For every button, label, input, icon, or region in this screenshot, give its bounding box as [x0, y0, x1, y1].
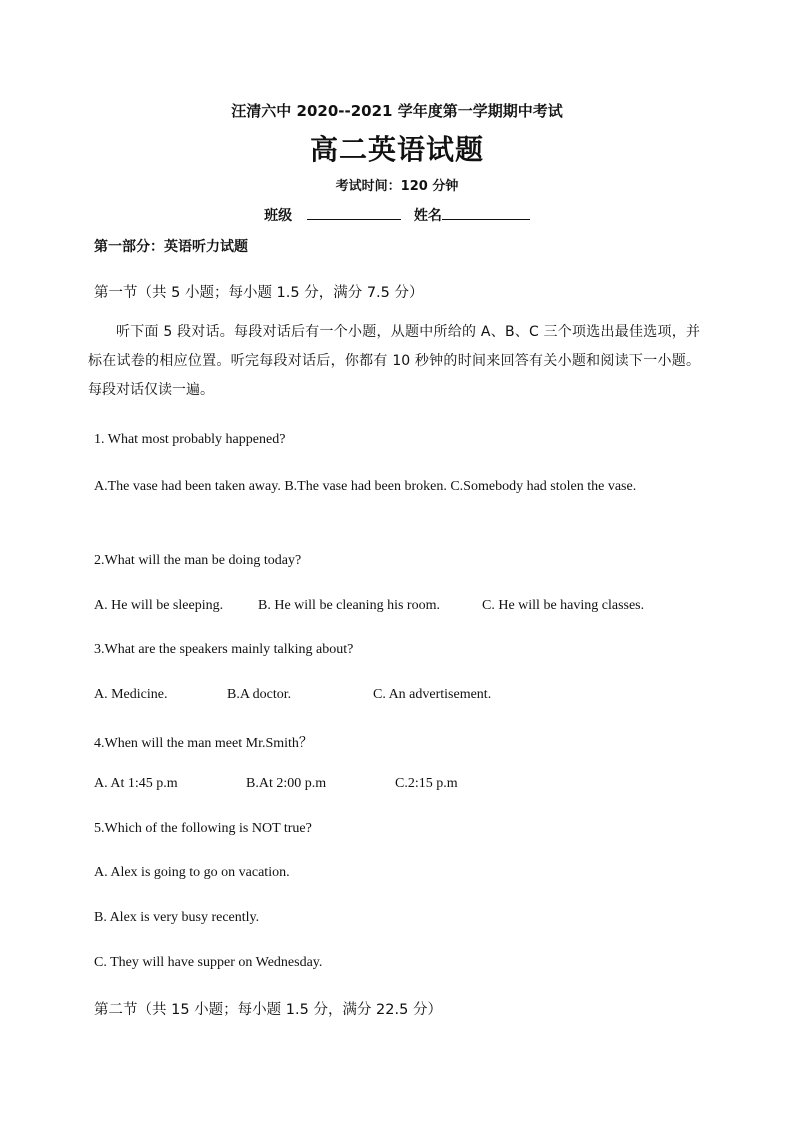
option-c: C. An advertisement. — [373, 687, 492, 702]
page-title: 高二英语试题 — [309, 133, 484, 166]
section-heading: 第二节（共 15 小题；每小题 1.5 分，满分 22.5 分） — [94, 1002, 442, 1018]
question-stem: 1. What most probably happened? — [94, 432, 286, 447]
option-b: B.At 2:00 p.m — [246, 776, 327, 791]
part-title: 第一部分：英语听力试题 — [94, 239, 248, 255]
class-name-line — [0, 205, 794, 225]
name-blank[interactable] — [442, 205, 530, 220]
section-heading: 第一节（共 5 小题；每小题 1.5 分，满分 7.5 分） — [94, 285, 424, 301]
option-b: B.A doctor. — [227, 687, 292, 702]
option-b: B. Alex is very busy recently. — [94, 910, 260, 925]
option-a: A. At 1:45 p.m — [94, 776, 178, 791]
exam-time: 考试时间：120 分钟 — [335, 179, 459, 194]
option-c: C.2:15 p.m — [395, 776, 458, 791]
option-a: A. Medicine. — [94, 687, 168, 702]
option-c: C. They will have supper on Wednesday. — [94, 955, 323, 970]
question-stem: 5.Which of the following is NOT true? — [94, 821, 312, 836]
class-label: 班级 — [264, 208, 293, 224]
option-c: C. He will be having classes. — [482, 598, 645, 613]
question-options: A.The vase had been taken away. B.The vase had been broken. C.Somebody had stolen the vase. — [94, 479, 637, 494]
question-stem: 4.When will the man meet Mr.Smith？ — [94, 736, 313, 751]
instructions: 听下面 5 段对话。每段对话后有一个小题，从题中所给的 A、B、C 三个项选出最佳选项，并标在试卷的相应位置。听完每段对话后，你都有 10 秒钟的时间来回答有关小题和阅读下一小题。每段对话仅读一遍。 — [88, 324, 700, 398]
name-label: 姓名 — [413, 208, 442, 224]
question-stem: 2.What will the man be doing today? — [94, 553, 302, 568]
option-a: A. Alex is going to go on vacation. — [94, 865, 290, 880]
question-stem: 3.What are the speakers mainly talking about? — [94, 642, 354, 657]
class-blank[interactable] — [307, 205, 401, 220]
option-b: B. He will be cleaning his room. — [258, 598, 440, 613]
school-exam-line: 汪清六中 2020--2021 学年度第一学期期中考试 — [231, 102, 563, 120]
option-a: A. He will be sleeping. — [94, 598, 224, 613]
